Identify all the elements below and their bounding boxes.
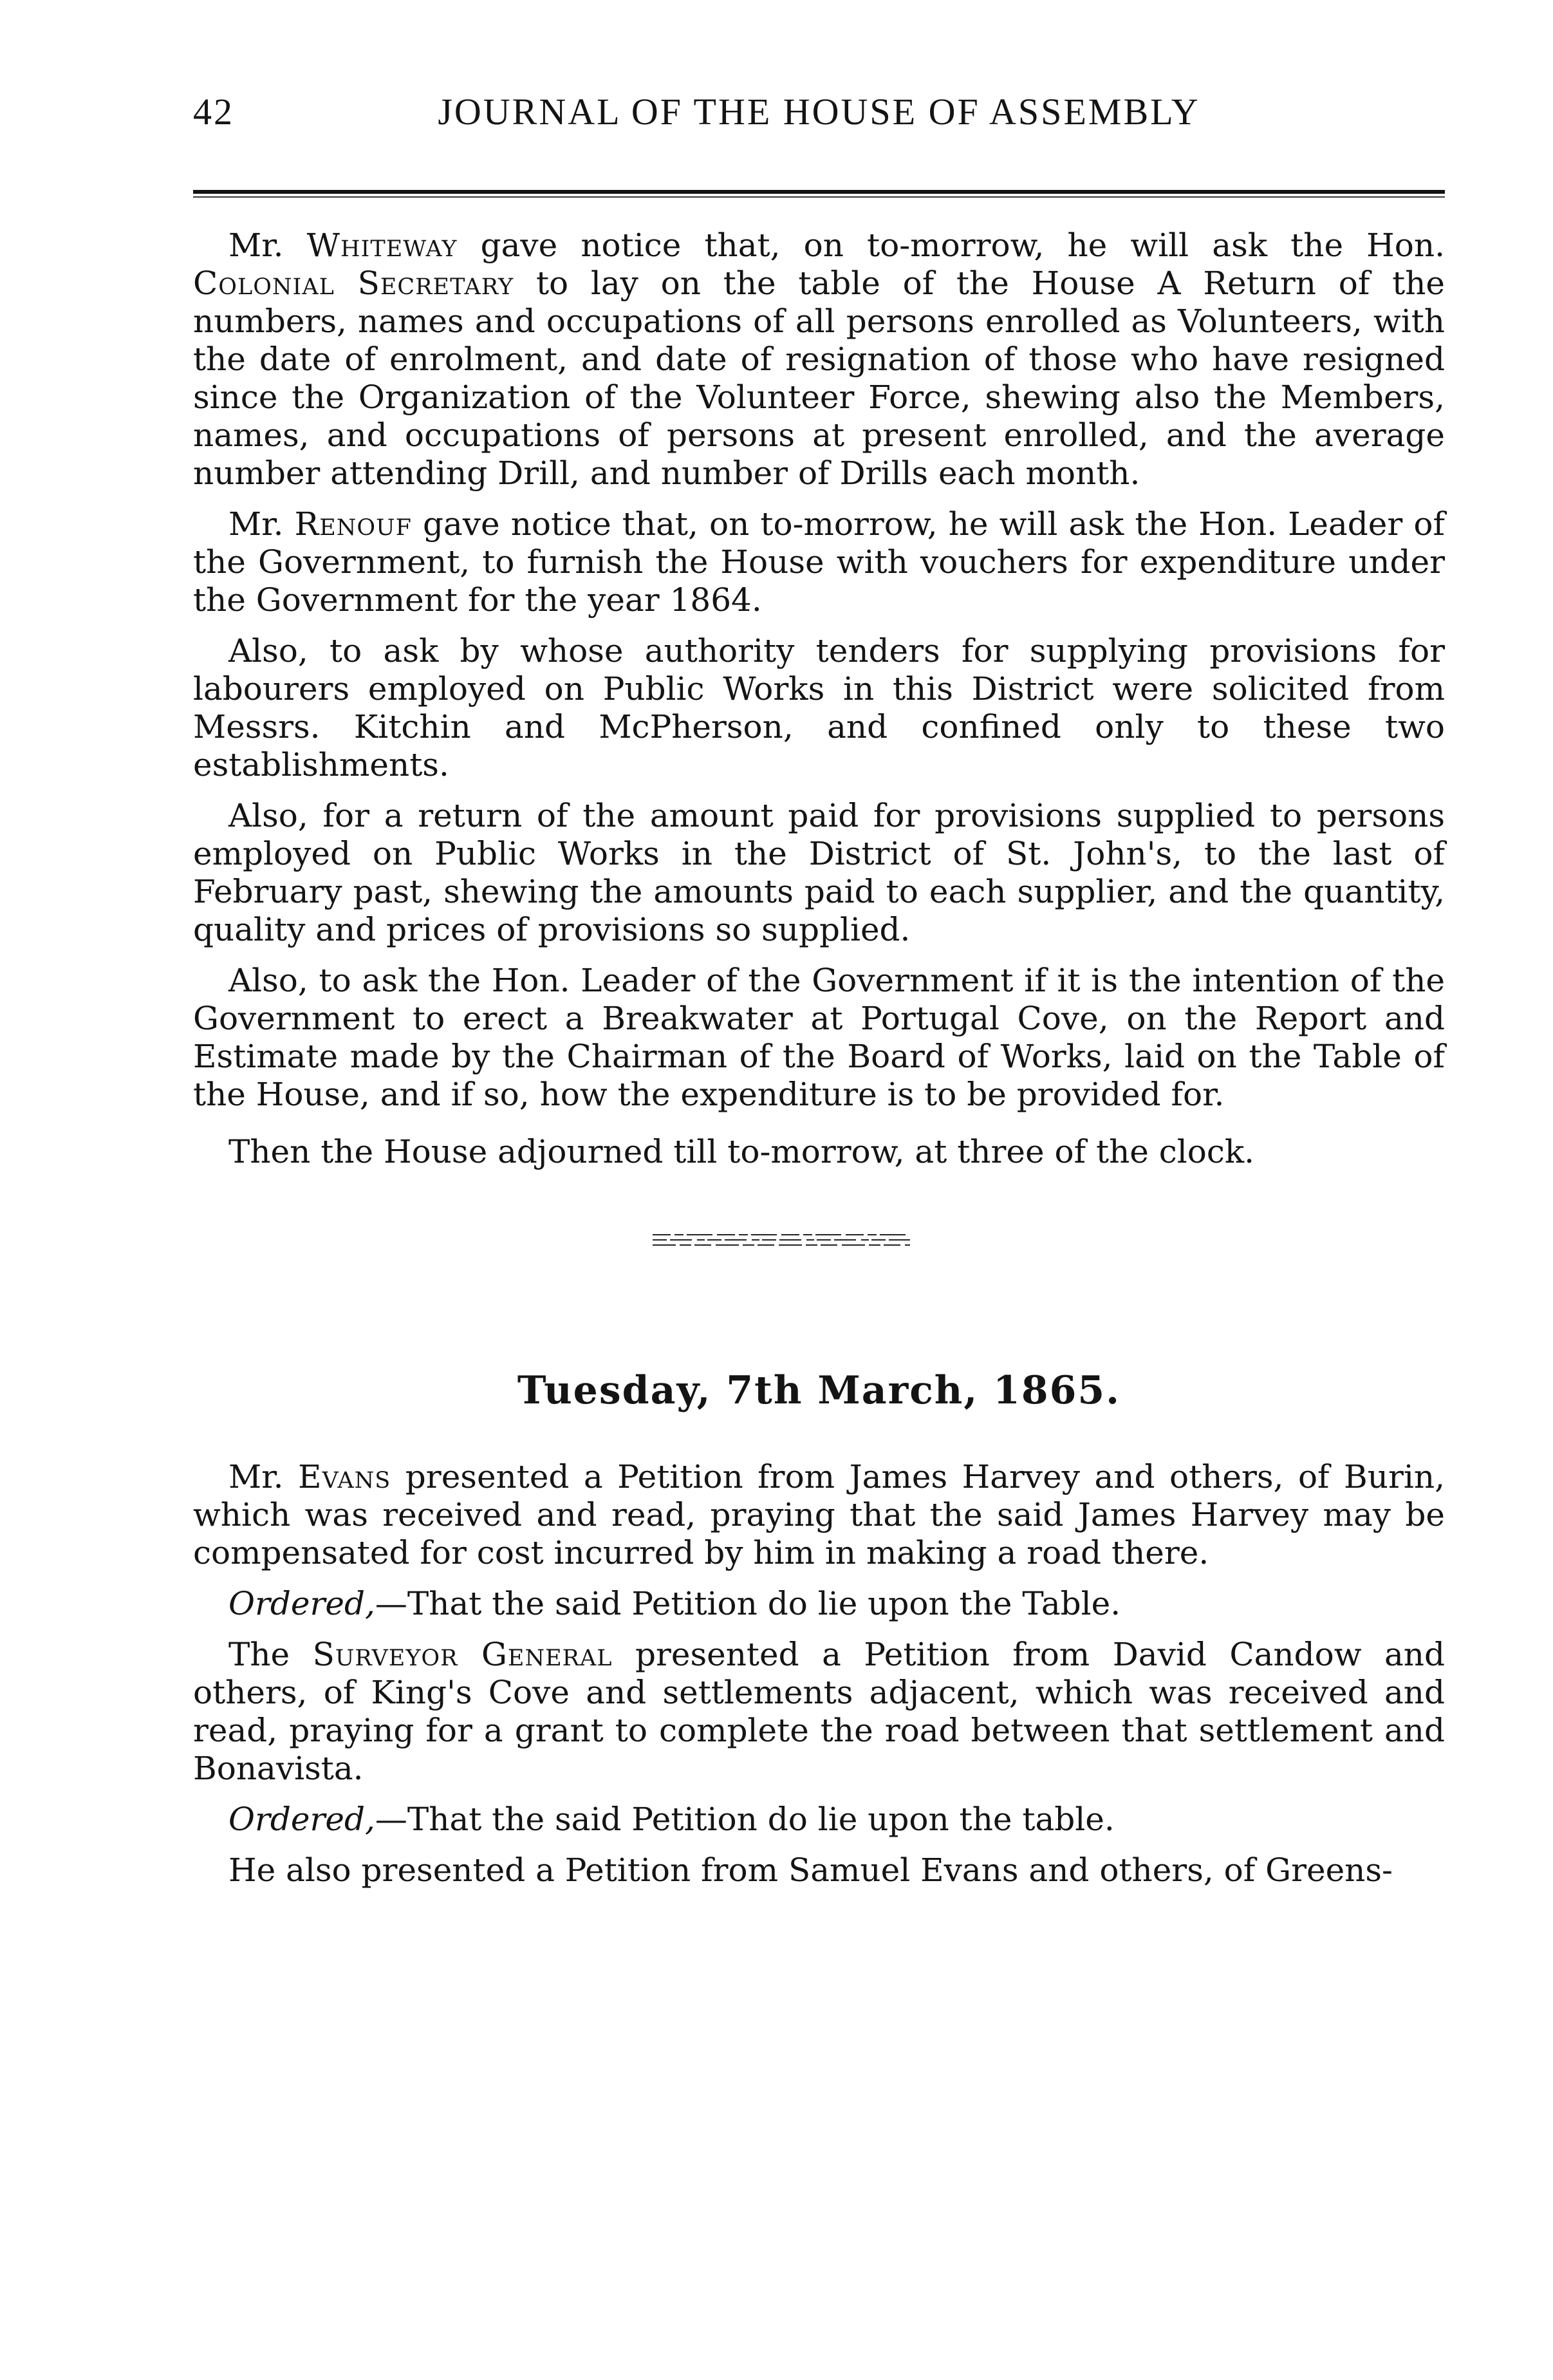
page-number: 42 <box>193 91 234 133</box>
order-text: —That the said Petition do lie upon the table. <box>375 1801 1115 1838</box>
office-title: Surveyor General <box>312 1636 613 1673</box>
member-name: Whiteway <box>306 227 458 264</box>
member-name: Evans <box>298 1458 391 1495</box>
petition-text: presented a Petition from David Candow and others, of King's Cove and settlements adjacent, which was received and read, praying for a grant to complete the road between that settlement and Bonavista. <box>193 1636 1445 1787</box>
order-table-1 <box>193 1585 1445 1623</box>
ordered-label: Ordered, <box>228 1585 375 1622</box>
notice-breakwater: Also, to ask the Hon. Leader of the Government if it is the intention of the Government to erect a Breakwater at Portugal Cove, on the Report and Estimate made by the Chairman of the Board of Works, laid on the Table of the House, and if so, how the expenditure is to be provided for. <box>193 962 1445 1113</box>
ordered-label: Ordered, <box>228 1801 375 1838</box>
proceedings-march-7 <box>193 1458 1445 1902</box>
running-title: JOURNAL OF THE HOUSE OF ASSEMBLY <box>438 91 1200 133</box>
order-table-2 <box>193 1801 1445 1839</box>
header-rule <box>193 190 1445 194</box>
order-text: —That the said Petition do lie upon the Table. <box>375 1585 1121 1622</box>
notice-text: gave notice that, on to-morrow, he will ask the Hon. <box>480 227 1445 264</box>
petition-text: presented a Petition from James Harvey and others, of Burin, which was received and read, praying that the said James Harvey may be compensated for cost incurred by him in making a road there. <box>193 1458 1445 1571</box>
header-rule-thin <box>193 196 1445 198</box>
notice-whiteway <box>193 227 1445 492</box>
article: The <box>228 1636 290 1673</box>
proceedings-previous-day <box>193 227 1445 1184</box>
honorific: Mr. <box>228 505 284 543</box>
member-name: Renouf <box>294 505 412 543</box>
page-header <box>193 90 1445 148</box>
section-divider-ornament <box>653 1228 910 1250</box>
notice-tenders: Also, to ask by whose authority tenders for supplying provisions for labourers employed on Public Works in this District were solicited from Messrs. Kitchin and McPherson, and confined only to these two establishments. <box>193 632 1445 783</box>
petition-samuel-evans: He also presented a Petition from Samuel Evans and others, of Greens- <box>228 1851 1393 1889</box>
notice-renouf <box>193 505 1445 619</box>
notice-text: to lay on the table of the House A Return of the numbers, names and occupations of all persons enrolled as Volunteers, with the date of enrolment, and date of resignation of those who have resigned since the Organization of the Volunteer Force, shewing also the Members, names, and occupations of persons at present enrolled, and the average number attending Drill, and number of Drills each month. <box>193 265 1445 492</box>
petition-evans <box>193 1458 1445 1572</box>
notice-provisions-return: Also, for a return of the amount paid for provisions supplied to persons employed on Public Works in the District of St. John's, to the last of February past, shewing the amounts paid to each supplier, and the quantity, quality and prices of provisions so supplied. <box>193 797 1445 948</box>
adjournment: Then the House adjourned till to-morrow, at three of the clock. <box>228 1133 1255 1170</box>
honorific: Mr. <box>228 227 284 264</box>
date-heading: Tuesday, 7th March, 1865. <box>517 1368 1121 1413</box>
honorific: Mr. <box>228 1458 284 1495</box>
office-title: Colonial Secretary <box>193 265 514 302</box>
petition-candow <box>193 1636 1445 1788</box>
notice-text: gave notice that, on to-morrow, he will ask the Hon. Leader of the Government, to furnish the House with vouchers for expenditure under the Government for the year 1864. <box>193 505 1445 619</box>
